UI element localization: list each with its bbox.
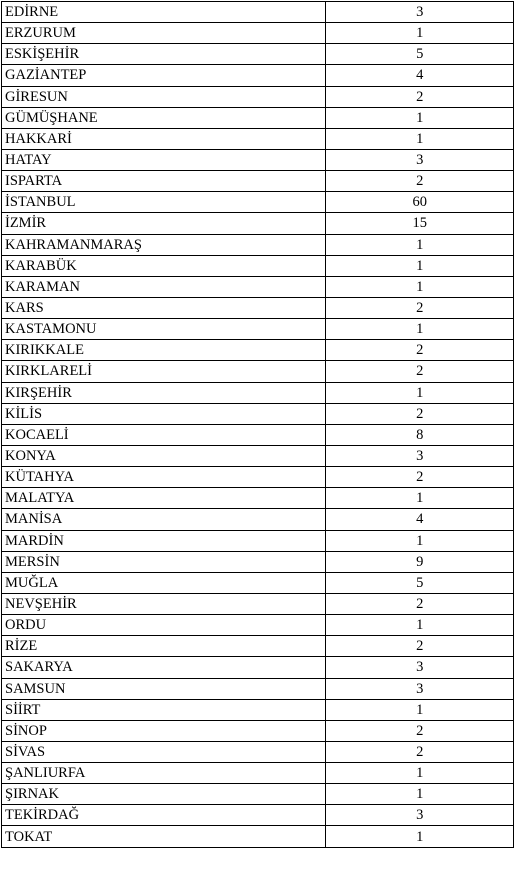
province-name-cell: ISPARTA <box>2 171 326 192</box>
province-name-cell: MARDİN <box>2 530 326 551</box>
table-row <box>2 657 514 678</box>
province-name-cell: EDİRNE <box>2 2 326 23</box>
table-row <box>2 741 514 762</box>
table-row <box>2 276 514 297</box>
table-row <box>2 530 514 551</box>
count-cell: 1 <box>326 128 514 149</box>
count-cell: 2 <box>326 720 514 741</box>
table-row <box>2 107 514 128</box>
table-row <box>2 763 514 784</box>
table-row <box>2 192 514 213</box>
province-name-cell: GÜMÜŞHANE <box>2 107 326 128</box>
table-row <box>2 784 514 805</box>
count-cell: 5 <box>326 572 514 593</box>
count-cell: 1 <box>326 23 514 44</box>
table-row <box>2 593 514 614</box>
table-row <box>2 171 514 192</box>
count-cell: 15 <box>326 213 514 234</box>
table-row <box>2 149 514 170</box>
count-cell: 1 <box>326 826 514 847</box>
table-body <box>2 2 514 848</box>
table-row <box>2 361 514 382</box>
table-row <box>2 213 514 234</box>
province-name-cell: KAHRAMANMARAŞ <box>2 234 326 255</box>
count-cell: 3 <box>326 657 514 678</box>
province-name-cell: SİVAS <box>2 741 326 762</box>
province-name-cell: ORDU <box>2 615 326 636</box>
province-name-cell: KASTAMONU <box>2 319 326 340</box>
count-cell: 1 <box>326 107 514 128</box>
count-cell: 1 <box>326 276 514 297</box>
count-cell: 1 <box>326 784 514 805</box>
count-cell: 1 <box>326 699 514 720</box>
count-cell: 1 <box>326 615 514 636</box>
count-cell: 1 <box>326 234 514 255</box>
count-cell: 2 <box>326 593 514 614</box>
count-cell: 3 <box>326 149 514 170</box>
count-cell: 2 <box>326 171 514 192</box>
count-cell: 1 <box>326 382 514 403</box>
table-row <box>2 319 514 340</box>
count-cell: 2 <box>326 403 514 424</box>
table-row <box>2 488 514 509</box>
table-row <box>2 636 514 657</box>
table-row <box>2 65 514 86</box>
table-row <box>2 678 514 699</box>
table-row <box>2 44 514 65</box>
province-name-cell: KIRŞEHİR <box>2 382 326 403</box>
province-name-cell: SAKARYA <box>2 657 326 678</box>
province-name-cell: KARAMAN <box>2 276 326 297</box>
province-name-cell: KÜTAHYA <box>2 467 326 488</box>
province-name-cell: HATAY <box>2 149 326 170</box>
province-name-cell: MALATYA <box>2 488 326 509</box>
table-row <box>2 572 514 593</box>
count-cell: 2 <box>326 297 514 318</box>
count-cell: 2 <box>326 86 514 107</box>
table-row <box>2 424 514 445</box>
province-name-cell: TEKİRDAĞ <box>2 805 326 826</box>
province-name-cell: MANİSA <box>2 509 326 530</box>
province-count-table <box>1 1 514 848</box>
table-row <box>2 382 514 403</box>
count-cell: 4 <box>326 65 514 86</box>
province-name-cell: İZMİR <box>2 213 326 234</box>
province-name-cell: SAMSUN <box>2 678 326 699</box>
table-row <box>2 297 514 318</box>
province-name-cell: ESKİŞEHİR <box>2 44 326 65</box>
province-name-cell: TOKAT <box>2 826 326 847</box>
province-name-cell: NEVŞEHİR <box>2 593 326 614</box>
province-name-cell: RİZE <box>2 636 326 657</box>
province-name-cell: GAZİANTEP <box>2 65 326 86</box>
count-cell: 2 <box>326 741 514 762</box>
table-row <box>2 720 514 741</box>
table-row <box>2 128 514 149</box>
count-cell: 1 <box>326 255 514 276</box>
table-row <box>2 551 514 572</box>
count-cell: 5 <box>326 44 514 65</box>
count-cell: 1 <box>326 530 514 551</box>
table-row <box>2 2 514 23</box>
count-cell: 60 <box>326 192 514 213</box>
table-row <box>2 467 514 488</box>
province-name-cell: ERZURUM <box>2 23 326 44</box>
table-row <box>2 403 514 424</box>
province-name-cell: SİNOP <box>2 720 326 741</box>
count-cell: 2 <box>326 467 514 488</box>
table-row <box>2 805 514 826</box>
table-row <box>2 699 514 720</box>
count-cell: 8 <box>326 424 514 445</box>
province-name-cell: GİRESUN <box>2 86 326 107</box>
table-row <box>2 445 514 466</box>
province-name-cell: KIRIKKALE <box>2 340 326 361</box>
table-row <box>2 23 514 44</box>
count-cell: 3 <box>326 805 514 826</box>
count-cell: 2 <box>326 636 514 657</box>
province-name-cell: ŞANLIURFA <box>2 763 326 784</box>
province-name-cell: MUĞLA <box>2 572 326 593</box>
province-name-cell: KARABÜK <box>2 255 326 276</box>
count-cell: 9 <box>326 551 514 572</box>
table-row <box>2 340 514 361</box>
province-name-cell: ŞIRNAK <box>2 784 326 805</box>
table-row <box>2 509 514 530</box>
province-name-cell: KARS <box>2 297 326 318</box>
count-cell: 4 <box>326 509 514 530</box>
province-name-cell: HAKKARİ <box>2 128 326 149</box>
province-name-cell: İSTANBUL <box>2 192 326 213</box>
table-row <box>2 826 514 847</box>
count-cell: 3 <box>326 678 514 699</box>
province-name-cell: MERSİN <box>2 551 326 572</box>
province-name-cell: KONYA <box>2 445 326 466</box>
table-row <box>2 234 514 255</box>
province-name-cell: KIRKLARELİ <box>2 361 326 382</box>
count-cell: 2 <box>326 361 514 382</box>
province-name-cell: KOCAELİ <box>2 424 326 445</box>
province-name-cell: KİLİS <box>2 403 326 424</box>
count-cell: 2 <box>326 340 514 361</box>
count-cell: 3 <box>326 445 514 466</box>
province-name-cell: SİİRT <box>2 699 326 720</box>
table-row <box>2 86 514 107</box>
table-row <box>2 615 514 636</box>
table-row <box>2 255 514 276</box>
count-cell: 1 <box>326 319 514 340</box>
count-cell: 1 <box>326 488 514 509</box>
count-cell: 3 <box>326 2 514 23</box>
count-cell: 1 <box>326 763 514 784</box>
